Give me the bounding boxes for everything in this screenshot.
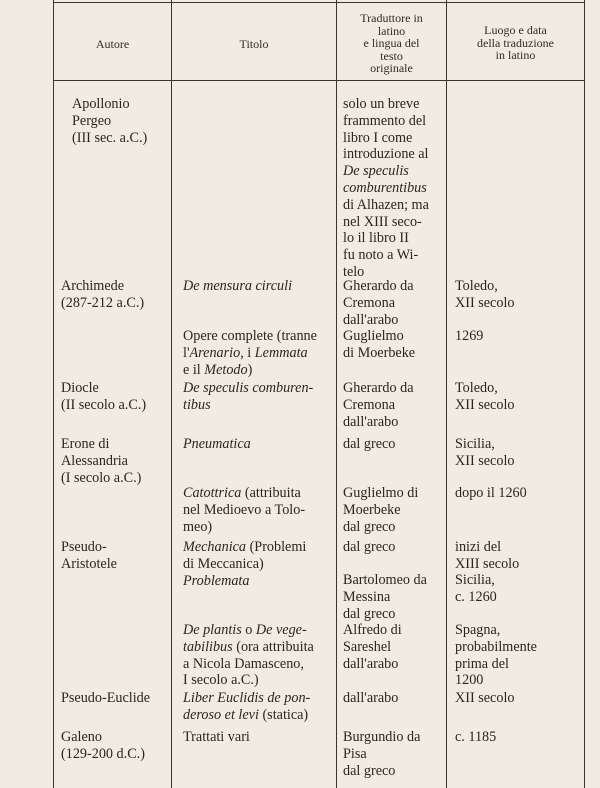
title-line: tibus	[183, 396, 211, 413]
cell-place-pseudo-aristotele-2	[455, 572, 497, 606]
header-separator	[53, 80, 585, 81]
place-line: c. 1185	[455, 729, 497, 745]
place-line: dopo il 1260	[455, 485, 527, 501]
translator-line: dal greco	[343, 605, 396, 622]
cell-author-pseudo-euclide	[61, 690, 150, 707]
author-line: Archimede	[61, 278, 125, 294]
translator-line: Moerbeke	[343, 501, 401, 518]
title-fragment-italic: Metodo	[204, 361, 248, 378]
author-line: Galeno	[61, 729, 102, 745]
cell-translator-pseudo-aristotele-3	[343, 622, 402, 672]
title-fragment: l'	[183, 344, 190, 361]
title-fragment-italic: Arenario	[189, 344, 241, 361]
translator-line: dall'arabo	[343, 311, 399, 328]
place-line: Toledo,	[455, 380, 498, 396]
title-line: Liber Euclidis de pon-	[183, 690, 311, 706]
title-line: De speculis comburen-	[183, 380, 314, 396]
author-line: (II secolo a.C.)	[61, 396, 147, 413]
translator-line: Sareshel	[343, 638, 392, 655]
column-divider-1	[171, 0, 172, 788]
author-line: (287-212 a.C.)	[61, 294, 145, 311]
title-line: Trattati vari	[183, 729, 250, 745]
cell-place-pseudo-aristotele-1	[455, 539, 519, 573]
translator-line: lo il libro II	[343, 230, 409, 247]
author-line: (I secolo a.C.)	[61, 469, 142, 486]
cell-translator-archimede-2	[343, 328, 415, 362]
cell-title-galeno	[183, 729, 250, 746]
title-line: Problemata	[183, 572, 250, 589]
author-line: Pseudo-Euclide	[61, 690, 151, 706]
cell-title-erone-1	[183, 436, 251, 453]
translator-line: comburentibus	[343, 179, 427, 196]
title-line: a Nicola Damasceno,	[183, 655, 304, 672]
translator-line: fu noto a Wi-	[343, 247, 419, 264]
cell-translator-archimede-1	[343, 278, 414, 328]
header-place-line: della traduzione	[477, 35, 554, 50]
header-author-text: Autore	[95, 37, 130, 51]
translator-line: dall'arabo	[343, 655, 399, 672]
translator-line: solo un breve	[343, 96, 420, 112]
place-line: c. 1260	[455, 588, 497, 605]
title-fragment: , i	[240, 344, 255, 361]
title-fragment-italic: Lemmata	[254, 344, 308, 361]
translator-line: nel XIII seco-	[343, 213, 422, 230]
title-line	[183, 485, 305, 502]
cell-title-pseudo-aristotele-3	[183, 622, 314, 689]
title-fragment: (statica)	[258, 706, 309, 723]
author-line: Pergeo	[72, 112, 112, 129]
translator-line: dal greco	[343, 539, 396, 555]
title-line	[183, 639, 314, 656]
place-line: XII secolo	[455, 396, 515, 413]
cell-author-apollonio	[72, 96, 147, 146]
translator-line: di Alhazen; ma	[343, 196, 429, 213]
cell-place-erone-1	[455, 436, 515, 470]
title-line: Opere complete (tranne	[183, 328, 317, 344]
cell-place-galeno	[455, 729, 496, 746]
cell-place-diocle	[455, 380, 515, 414]
translator-line: introduzione al	[343, 146, 429, 163]
cell-author-galeno	[61, 729, 145, 763]
title-line: De mensura circuli	[183, 278, 293, 294]
translator-line: Burgundio da	[343, 729, 421, 745]
place-line: Sicilia,	[455, 436, 495, 452]
title-line: Pneumatica	[183, 436, 251, 452]
translator-line: dal greco	[343, 436, 396, 452]
place-line: XIII secolo	[455, 555, 520, 572]
header-translator-line: originale	[370, 61, 413, 75]
author-line: Diocle	[61, 380, 99, 396]
translator-line: dal greco	[343, 518, 396, 535]
place-line: XII secolo	[455, 294, 515, 311]
cell-place-archimede-2	[455, 328, 483, 345]
translator-line: dal greco	[343, 762, 396, 779]
title-fragment-italic: tabilibus	[183, 638, 233, 655]
author-line: Erone di	[61, 436, 110, 452]
title-line: di Meccanica)	[183, 555, 264, 572]
cell-title-pseudo-euclide	[183, 690, 310, 724]
header-place-line: in latino	[495, 48, 536, 62]
cell-place-erone-2	[455, 485, 527, 502]
title-line	[183, 345, 317, 362]
table-border-top	[53, 2, 585, 3]
title-fragment: (attribuita	[241, 485, 301, 501]
cell-author-diocle	[61, 380, 146, 414]
translator-line: Alfredo di	[343, 622, 402, 638]
header-title	[172, 38, 336, 51]
cell-translator-erone-1	[343, 436, 395, 453]
place-line: inizi del	[455, 539, 502, 555]
title-fragment-italic: deroso et levi	[183, 706, 259, 723]
place-line: probabilmente	[455, 638, 537, 655]
author-line: Apollonio	[72, 96, 130, 112]
header-translator-line: Traduttore in	[360, 11, 423, 25]
title-fragment-italic: De plantis	[183, 622, 242, 638]
title-fragment: (Problemi	[246, 539, 307, 555]
place-line: 1200	[455, 672, 484, 689]
cell-place-archimede-1	[455, 278, 515, 312]
header-title-text: Titolo	[239, 37, 269, 51]
author-line: Alessandria	[61, 452, 128, 469]
translator-line: dall'arabo	[343, 690, 399, 706]
table-border-left	[53, 0, 54, 788]
header-place-line: Luogo e data	[484, 23, 547, 37]
title-fragment: e il	[183, 361, 205, 378]
author-line: (III sec. a.C.)	[72, 129, 148, 146]
title-fragment: )	[247, 361, 253, 378]
cell-title-pseudo-aristotele-1	[183, 539, 306, 589]
place-line: 1269	[455, 328, 484, 344]
title-line: I secolo a.C.)	[183, 672, 259, 689]
cell-translator-apollonio	[343, 96, 429, 281]
title-line	[183, 362, 317, 379]
place-line: XII secolo	[455, 452, 515, 469]
place-line: prima del	[455, 655, 509, 672]
header-translator	[337, 12, 446, 75]
place-line: Spagna,	[455, 622, 501, 638]
translator-line: telo	[343, 263, 365, 280]
header-translator-line: testo	[380, 48, 403, 63]
title-fragment-italic: De vege-	[255, 622, 307, 638]
place-line: Toledo,	[455, 278, 498, 294]
author-line: (129-200 d.C.)	[61, 745, 145, 762]
column-divider-2	[336, 0, 337, 788]
place-line: Sicilia,	[455, 572, 495, 588]
title-fragment-italic: Mechanica	[183, 539, 247, 555]
translator-line: Messina	[343, 588, 391, 605]
cell-author-pseudo-aristotele	[61, 539, 117, 573]
cell-translator-galeno	[343, 729, 420, 779]
cell-title-archimede-2	[183, 328, 317, 378]
author-line: Aristotele	[61, 555, 117, 572]
translator-line: Gherardo da	[343, 278, 414, 294]
title-fragment: (ora attribuita	[232, 638, 314, 655]
cell-place-pseudo-euclide	[455, 690, 515, 707]
translator-line: frammento del	[343, 112, 427, 129]
cell-title-archimede-1	[183, 278, 292, 295]
translator-line: Guglielmo	[343, 328, 404, 344]
place-line: XII secolo	[455, 690, 515, 706]
title-line: nel Medioevo a Tolo-	[183, 501, 306, 518]
title-line	[183, 707, 310, 724]
header-author	[54, 38, 171, 51]
cell-author-archimede	[61, 278, 144, 312]
header-place	[447, 24, 584, 62]
translator-line: di Moerbeke	[343, 344, 416, 361]
header-translator-line: latino	[377, 23, 406, 38]
translator-line: libro I come	[343, 129, 413, 146]
translator-line: Gherardo da	[343, 380, 414, 396]
translator-line: Cremona	[343, 294, 396, 311]
cell-place-pseudo-aristotele-3	[455, 622, 537, 689]
cell-translator-diocle	[343, 380, 414, 430]
cell-translator-pseudo-euclide	[343, 690, 398, 707]
cell-translator-pseudo-aristotele-1	[343, 539, 395, 556]
header-translator-line: e lingua del	[363, 36, 420, 50]
author-line: Pseudo-	[61, 539, 107, 555]
title-line	[183, 622, 314, 639]
translator-line: Cremona	[343, 396, 396, 413]
cell-author-erone	[61, 436, 141, 486]
translator-line: Guglielmo di	[343, 485, 419, 501]
translator-line: dall'arabo	[343, 413, 399, 430]
translator-line: Bartolomeo da	[343, 572, 427, 588]
translator-line: De speculis	[343, 163, 409, 180]
cell-translator-erone-2	[343, 485, 418, 535]
title-fragment: o	[241, 622, 256, 638]
cell-translator-pseudo-aristotele-2	[343, 572, 427, 622]
title-line	[183, 539, 306, 556]
cell-title-diocle	[183, 380, 313, 414]
column-divider-3	[446, 0, 447, 788]
title-fragment-italic: Catottrica	[183, 485, 242, 501]
cell-title-erone-2	[183, 485, 305, 535]
title-line: meo)	[183, 518, 213, 535]
translator-line: Pisa	[343, 745, 367, 762]
table-border-right	[584, 0, 585, 788]
